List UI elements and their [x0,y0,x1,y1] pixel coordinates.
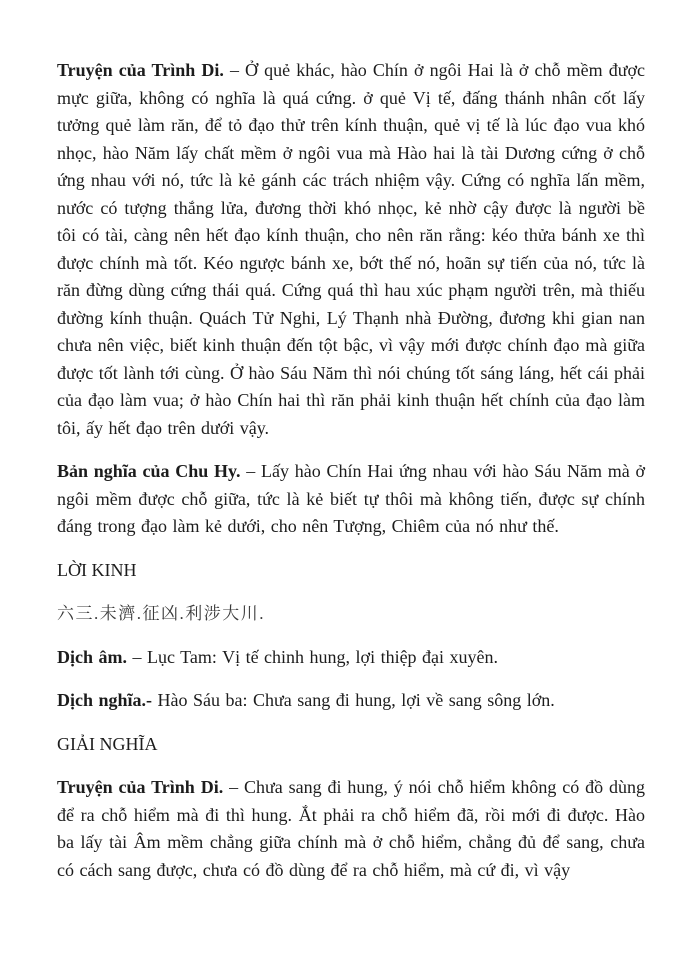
paragraph-truyen-trinh-di-1 [57,57,645,442]
paragraph-lead-dich-nghia: Dịch nghĩa.- [57,690,153,710]
paragraph-lead-truyen-trinh-di-2: Truyện của Trình Di. [57,777,224,797]
chinese-kinh-text: 六三.未濟.征凶.利涉大川. [57,604,265,623]
paragraph-body-truyen-trinh-di-2: – Chưa sang đi hung, ý nói chỗ hiểm không có đồ dùng để ra chỗ hiểm mà đi thì hung. Ắt phải ra chỗ hiểm đã, rồi mới đi được. Hào ba lấy tài Âm mềm chẳng giữa chính mà ở chỗ hiểm, chẳng đủ để sang, chưa có cách sang được, chưa có đồ dùng để ra chỗ hiểm, mà cứ đi, vì vậy [57,777,645,880]
paragraph-lead-ban-nghia-chu-hy: Bản nghĩa của Chu Hy. [57,461,241,481]
paragraph-lead-dich-am: Dịch âm. [57,646,127,667]
paragraph-body-truyen-trinh-di-1: – Ở quẻ khác, hào Chín ở ngôi Hai là ở chỗ mềm được mực giữa, không có nghĩa là quá cứng. ở quẻ Vị tế, đấng thánh nhân cốt lấy tưởng quẻ làm răn, để tỏ đạo thử trên kính thuận, quẻ vị tế là lúc đạo vua khó nhọc, hào Năm lấy chất mềm ở ngôi vua mà Hào hai là tài Dương cứng ở chỗ ứng nhau với nó, tức là kẻ gánh các trách nhiệm vậy. Cứng có nghĩa lấn mềm, nước có tượng thắng lửa, đương thời khó nhọc, kẻ nhờ cậy được là người bề tôi có tài, càng nên hết đạo kính thuận, cho nên răn rằng: kéo thửa bánh xe thì được chính mà tốt. Kéo ngược bánh xe, bớt thế nó, hoãn sự tiến của nó, tức là răn đừng dùng cứng thái quá. Cứng quá thì hau xúc phạm người trên, mà thiếu đường kính thuận. Quách Tử Nghi, Lý Thạnh nhà Đường, đương khi gian nan chưa nên việc, biết kinh thuận đến tột bậc, vì vậy mới được chính đạo mà giữa được tốt lành tới cùng. Ở hào Sáu Năm thì nói chúng tốt sáng láng, hết cái phải của đạo làm vua; ở hào Chín hai thì răn phải kinh thuận hết chính của đạo làm tôi, ấy hết đạo trên dưới vậy. [57,60,645,438]
paragraph-body-dich-am: – Lục Tam: Vị tế chinh hung, lợi thiệp đại xuyên. [127,646,499,667]
heading-loi-kinh: LỜI KINH [57,559,137,580]
paragraph-dich-am [57,644,645,672]
paragraph-body-dich-nghia: Hào Sáu ba: Chưa sang đi hung, lợi về sang sông lớn. [152,690,555,710]
paragraph-ban-nghia-chu-hy [57,458,645,541]
paragraph-dich-nghia [57,687,645,715]
heading-giai-nghia: GIẢI NGHĨA [57,733,158,754]
paragraph-truyen-trinh-di-2 [57,774,645,884]
paragraph-body-ban-nghia-chu-hy: – Lấy hào Chín Hai ứng nhau với hào Sáu Năm mà ở ngôi mềm được chỗ giữa, tức là kẻ biết tự thôi mà không tiến, được sự chính đáng trong đạo làm kẻ dưới, cho nên Tượng, Chiêm của nó như thế. [57,461,645,536]
paragraph-lead-truyen-trinh-di-1: Truyện của Trình Di. [57,60,224,80]
